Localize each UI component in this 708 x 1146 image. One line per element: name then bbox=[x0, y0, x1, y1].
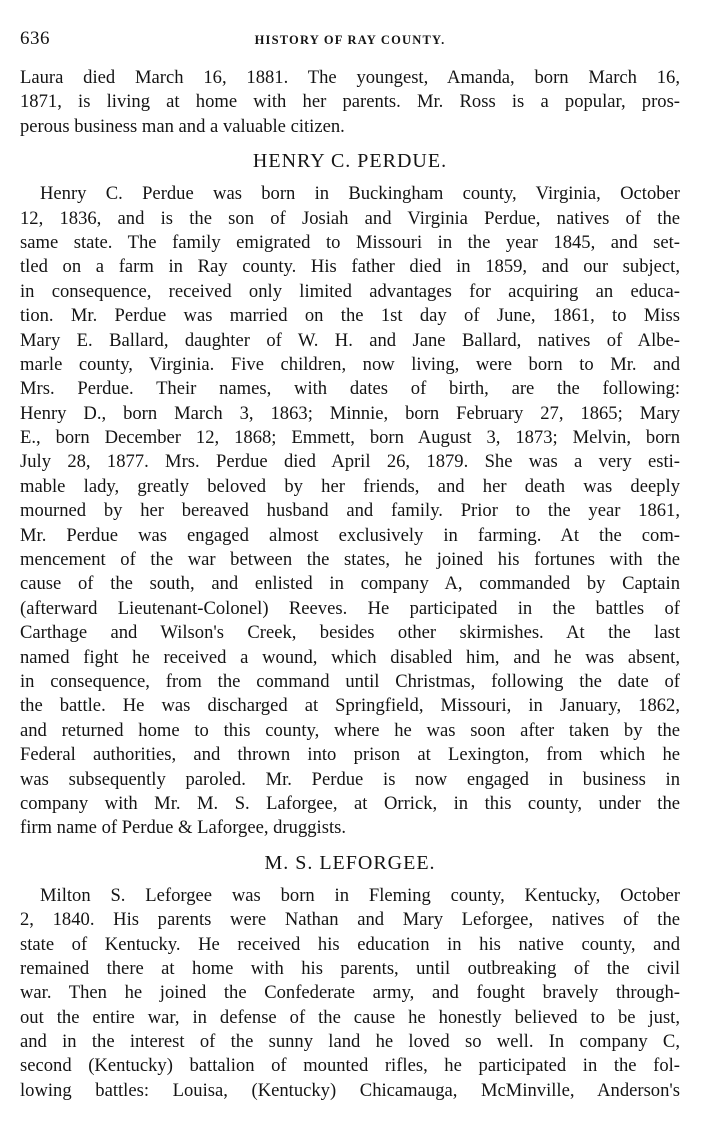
text-line: company with Mr. M. S. Laforgee, at Orrick, in this county, under the bbox=[20, 792, 680, 814]
text-line: in consequence, from the command until Christmas, following the date of bbox=[20, 670, 680, 692]
text-line: 12, 1836, and is the son of Josiah and Virginia Perdue, natives of the bbox=[20, 207, 680, 229]
page-number: 636 bbox=[20, 28, 50, 49]
text-line: was subsequently paroled. Mr. Perdue is now engaged in business in bbox=[20, 768, 680, 790]
section-heading-perdue: HENRY C. PERDUE. bbox=[252, 150, 448, 173]
text-line: war. Then he joined the Confederate army, and fought bravely through- bbox=[20, 982, 680, 1004]
intro-paragraph bbox=[20, 66, 680, 139]
text-line: and returned home to this county, where he was soon after taken by the bbox=[20, 719, 680, 741]
text-line: firm name of Perdue & Laforgee, druggists. bbox=[20, 817, 346, 839]
text-line: mourned by her bereaved husband and family. Prior to the year 1861, bbox=[20, 500, 680, 522]
text-line: Laura died March 16, 1881. The youngest, Amanda, born March 16, bbox=[20, 67, 680, 88]
text-line: (afterward Lieutenant-Colonel) Reeves. He participated in the battles of bbox=[20, 597, 680, 619]
text-line: tled on a farm in Ray county. His father died in 1859, and our subject, bbox=[20, 256, 680, 278]
text-line: Mr. Perdue was engaged almost exclusively in farming. At the com- bbox=[20, 524, 680, 546]
text-line: Milton S. Leforgee was born in Fleming county, Kentucky, October bbox=[40, 884, 680, 906]
text-line: lowing battles: Louisa, (Kentucky) Chicamauga, McMinville, Anderson's bbox=[20, 1079, 680, 1101]
text-line: mencement of the war between the states, he joined his fortunes with the bbox=[20, 549, 680, 571]
text-line: Federal authorities, and thrown into prison at Lexington, from which he bbox=[20, 744, 680, 766]
text-line: July 28, 1877. Mrs. Perdue died April 26, 1879. She was a very esti- bbox=[20, 451, 680, 473]
text-line: the battle. He was discharged at Springfield, Missouri, in January, 1862, bbox=[20, 695, 680, 717]
text-line: mable lady, greatly beloved by her friends, and her death was deeply bbox=[20, 475, 680, 497]
page-body bbox=[20, 66, 680, 1103]
text-line: in consequence, received only limited advantages for acquiring an educa- bbox=[20, 280, 680, 302]
text-line: marle county, Virginia. Five children, now living, were born to Mr. and bbox=[20, 353, 680, 375]
section-heading-leforgee: M. S. LEFORGEE. bbox=[264, 851, 436, 874]
text-line: and in the interest of the sunny land he loved so well. In company C, bbox=[20, 1031, 680, 1053]
text-line: 1871, is living at home with her parents. Mr. Ross is a popular, pros- bbox=[20, 91, 680, 113]
text-line: Mrs. Perdue. Their names, with dates of birth, are the following: bbox=[20, 378, 680, 400]
text-line: named fight he received a wound, which disabled him, and he was absent, bbox=[20, 646, 680, 668]
text-line: Mary E. Ballard, daughter of W. H. and Jane Ballard, natives of Albe- bbox=[20, 329, 680, 351]
text-line: second (Kentucky) battalion of mounted rifles, he participated in the fol- bbox=[20, 1055, 680, 1077]
text-line: out the entire war, in defense of the cause he honestly believed to be just, bbox=[20, 1006, 680, 1028]
text-line: same state. The family emigrated to Missouri in the year 1845, and set- bbox=[20, 231, 680, 253]
text-line: state of Kentucky. He received his education in his native county, and bbox=[20, 933, 680, 955]
text-line: tion. Mr. Perdue was married on the 1st day of June, 1861, to Miss bbox=[20, 305, 680, 327]
page-header bbox=[20, 28, 680, 54]
text-line: Henry D., born March 3, 1863; Minnie, born February 27, 1865; Mary bbox=[20, 402, 680, 424]
text-line: Carthage and Wilson's Creek, besides other skirmishes. At the last bbox=[20, 622, 680, 644]
text-line: cause of the south, and enlisted in company A, commanded by Captain bbox=[20, 573, 680, 595]
text-line: remained there at home with his parents, until outbreaking of the civil bbox=[20, 957, 680, 979]
running-head: HISTORY OF RAY COUNTY. bbox=[254, 33, 446, 47]
text-line: Henry C. Perdue was born in Buckingham county, Virginia, October bbox=[40, 183, 680, 205]
perdue-paragraph bbox=[20, 182, 680, 841]
text-line: perous business man and a valuable citizen. bbox=[20, 115, 345, 137]
leforgee-paragraph bbox=[20, 884, 680, 1104]
text-line: E., born December 12, 1868; Emmett, born August 3, 1873; Melvin, born bbox=[20, 427, 680, 449]
text-line: 2, 1840. His parents were Nathan and Mary Leforgee, natives of the bbox=[20, 909, 680, 931]
